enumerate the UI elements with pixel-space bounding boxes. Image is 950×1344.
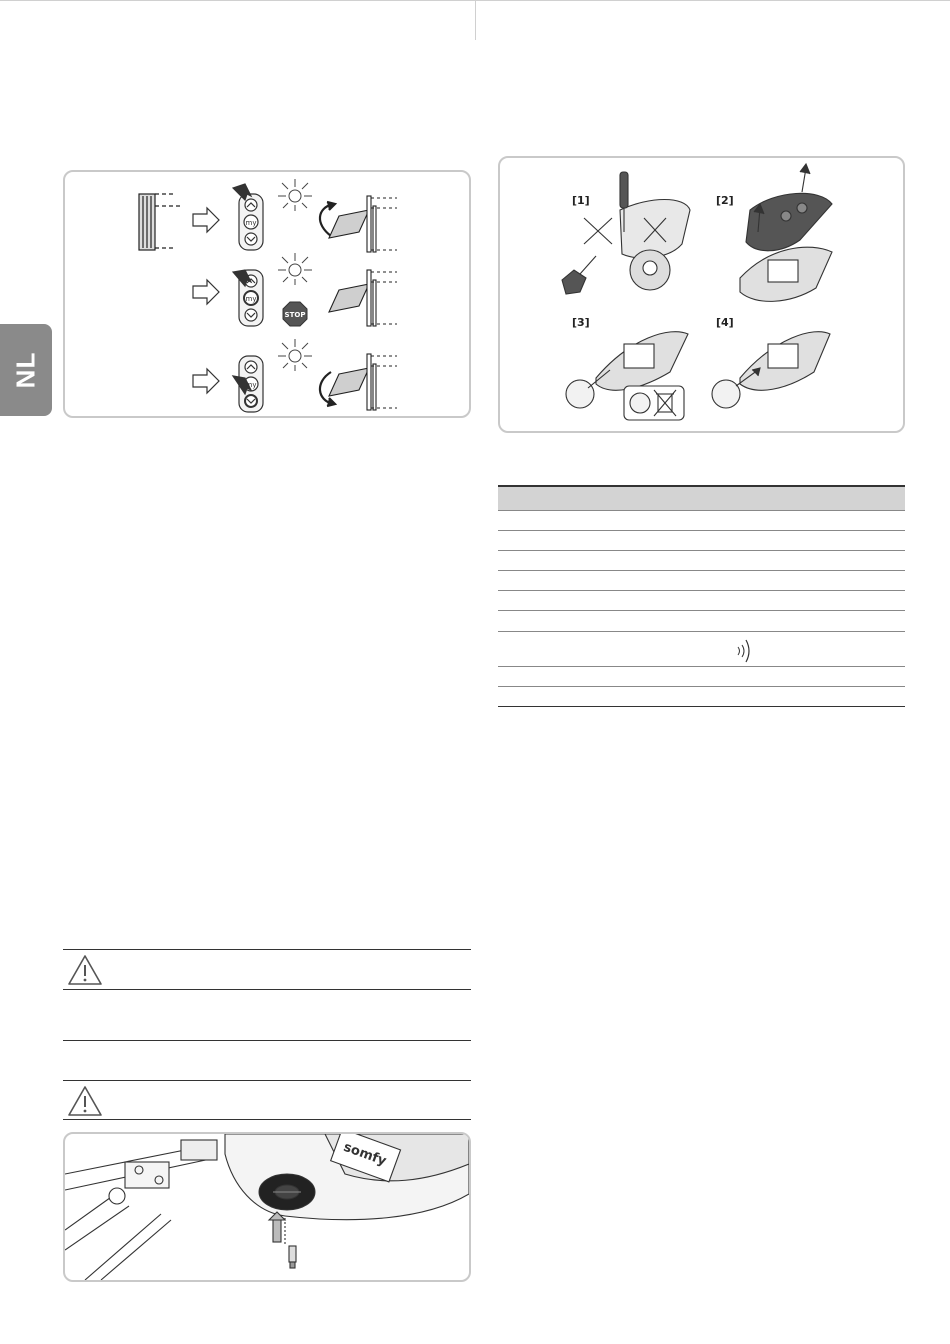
table-row — [498, 511, 905, 531]
table-row — [498, 611, 905, 632]
remote-open-step2 — [740, 164, 832, 301]
light-blink-icon — [278, 179, 312, 371]
specification-table — [498, 485, 905, 707]
stop-sign-label: STOP — [284, 311, 306, 319]
step-label-2: [2] — [716, 194, 734, 207]
table-row — [498, 667, 905, 687]
remote-up-press — [233, 184, 263, 250]
warning-triangle-icon — [66, 1084, 104, 1118]
retracted-awning — [139, 194, 181, 250]
warning-rule-top — [63, 1040, 471, 1041]
brand-logo: somfy — [341, 1139, 389, 1170]
remote-open-step3 — [566, 332, 688, 420]
battery-replacement-illustration — [500, 158, 903, 431]
extended-awning — [329, 196, 397, 410]
language-tab-label: NL — [10, 351, 41, 389]
warning-rule-top — [63, 949, 471, 950]
awning-bracket — [65, 1140, 217, 1280]
table-row — [498, 687, 905, 707]
column-separator — [475, 0, 476, 40]
remote-my-label: my — [245, 381, 257, 389]
warning-rule-mid — [63, 1080, 471, 1081]
remote-my-label: my — [245, 219, 257, 227]
warning-triangle-icon — [66, 953, 104, 987]
motor-illustration — [65, 1134, 469, 1280]
remote-open-step4 — [712, 332, 830, 408]
manual-override-socket — [259, 1174, 315, 1210]
warning-rule-bottom — [63, 989, 471, 990]
table-row — [498, 551, 905, 571]
step-label-3: [3] — [572, 316, 590, 329]
remote-open-step1 — [562, 172, 690, 294]
operation-illustration — [65, 172, 469, 416]
insert-arrow-icon — [269, 1212, 296, 1268]
table-row — [498, 632, 905, 667]
warning-rule-bottom — [63, 1119, 471, 1120]
language-tab — [0, 324, 52, 416]
table-row — [498, 591, 905, 611]
table-header-row — [498, 487, 905, 511]
operation-illustration-panel — [63, 170, 471, 418]
remote-my-label: my — [245, 295, 257, 303]
table-row — [498, 571, 905, 591]
table-row — [498, 531, 905, 551]
radio-wave-icon — [734, 638, 754, 664]
battery-replacement-panel — [498, 156, 905, 433]
arrow-right-icon — [193, 208, 219, 393]
step-label-1: [1] — [572, 194, 590, 207]
motor-illustration-panel — [63, 1132, 471, 1282]
step-label-4: [4] — [716, 316, 734, 329]
